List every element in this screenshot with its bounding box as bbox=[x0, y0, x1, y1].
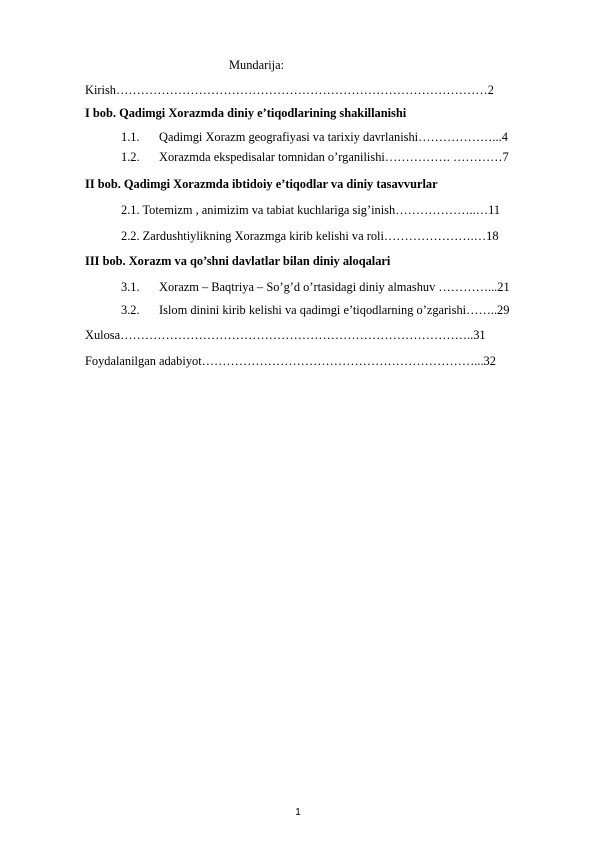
toc-entry-text: Islom dinini kirib kelishi va qadimgi e’tiqodlarning o’zgarishi……..29 bbox=[159, 303, 510, 317]
toc-entry-text: I bob. Qadimgi Xorazmda diniy e’tiqodlarining shakillanishi bbox=[85, 106, 407, 120]
toc-entry-text: 2.1. Totemizm , animizim va tabiat kuchlariga sig’inish………………..…11 bbox=[121, 203, 501, 217]
toc-section-3-1 bbox=[121, 280, 510, 295]
toc-section-2-2 bbox=[121, 229, 499, 244]
toc-section-1-1 bbox=[121, 130, 508, 145]
toc-chapter-2-heading bbox=[85, 177, 438, 192]
toc-entry-text: Xulosa…………………………………………………………………………..31 bbox=[85, 328, 486, 342]
section-number: 1.2. bbox=[121, 150, 140, 164]
toc-entry-conclusion bbox=[85, 328, 486, 343]
toc-chapter-1-heading bbox=[85, 106, 406, 121]
toc-entry-introduction bbox=[85, 83, 494, 98]
section-number: 3.1. bbox=[121, 280, 140, 294]
section-number: 1.1. bbox=[121, 130, 140, 144]
toc-entry-text: Kirish………………………………………………………………………………2 bbox=[85, 83, 494, 97]
toc-entry-text: Qadimgi Xorazm geografiyasi va tarixiy davrlanishi………………...4 bbox=[159, 130, 508, 144]
toc-section-3-2 bbox=[121, 303, 509, 318]
toc-entry-text: Xorazmda ekspedisalar tomnidan o’rganilishi……………. …………7 bbox=[159, 150, 509, 164]
section-number: 3.2. bbox=[121, 303, 140, 317]
toc-title: Mundarija: bbox=[229, 58, 285, 72]
toc-entry-text: Foydalanilgan adabiyot…………………………………………………………...32 bbox=[85, 354, 496, 368]
toc-chapter-3-heading bbox=[85, 254, 390, 269]
toc-entry-references bbox=[85, 354, 496, 369]
toc-entry-text: III bob. Xorazm va qo’shni davlatlar bilan diniy aloqalari bbox=[85, 254, 391, 268]
page-number: 1 bbox=[295, 807, 301, 818]
toc-entry-text: II bob. Qadimgi Xorazmda ibtidoiy e’tiqodlar va diniy tasavvurlar bbox=[85, 177, 438, 191]
toc-section-1-2 bbox=[121, 150, 509, 165]
toc-section-2-1 bbox=[121, 203, 500, 218]
toc-entry-text: 2.2. Zardushtiylikning Xorazmga kirib kelishi va roli………………….…18 bbox=[121, 229, 499, 243]
toc-entry-text: Xorazm – Baqtriya – So’g’d o’rtasidagi diniy almashuv …………...21 bbox=[159, 280, 510, 294]
